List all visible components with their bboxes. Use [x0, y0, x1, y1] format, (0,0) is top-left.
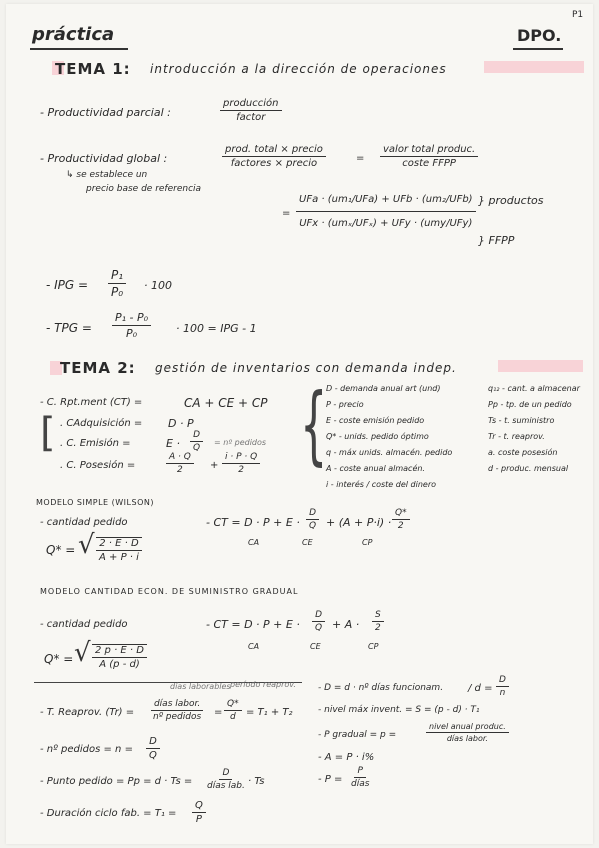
prod-global-label: - Productividad global :: [40, 152, 168, 165]
a-eq: - A = P · i%: [318, 752, 375, 763]
legend-mid-item: q - máx unids. almacén. pedido: [326, 448, 453, 457]
prod-global-den1: factores × precio: [230, 158, 318, 169]
treaprov-fraction-2: [224, 699, 242, 722]
gradual-lbl-ce: CE: [310, 642, 321, 651]
pp-den: días: [351, 779, 370, 789]
ipg-label: - IPG =: [46, 278, 89, 292]
prod-global-note2: precio base de referencia: [86, 184, 202, 194]
punto-post: · Ts: [248, 776, 265, 787]
npedidos-pre: - nº pedidos = n =: [40, 744, 133, 755]
legend-mid-item: P - precio: [326, 400, 364, 409]
ipg-fraction: [108, 268, 126, 299]
wilson-ct-den2: 2: [397, 521, 404, 531]
gradual-ct-pre: - CT = D · P + E ·: [206, 618, 300, 631]
npedidos-fraction: [146, 736, 160, 761]
ca-rhs: D · P: [168, 417, 194, 430]
gradual-sqrt-fraction: [92, 644, 147, 670]
gradual-sqrt-den: A (p - d): [99, 659, 140, 670]
p-gradual-pre: - P gradual = p =: [318, 730, 397, 740]
wilson-sqrt: √: [78, 530, 95, 560]
pp-fraction: [348, 766, 372, 789]
gradual-cant-label: - cantidad pedido: [40, 619, 128, 630]
prod-global-fraction-1: [222, 144, 326, 169]
brace-productos: } productos: [478, 194, 544, 207]
legend-mid-item: A - coste anual almacén.: [326, 464, 425, 473]
npedidos-num: D: [146, 736, 160, 749]
ct-label: - C. Rpt.ment (CT) =: [40, 397, 143, 408]
page-number: P1: [572, 10, 584, 20]
tema1-highlight-right: [484, 61, 584, 73]
legend-right-item: Pp - tp. de un pedido: [488, 400, 572, 409]
wilson-sqrt-num: 2 · E · D: [96, 538, 141, 551]
wilson-lbl-ce: CE: [302, 538, 313, 547]
tema1-label: TEMA 1:: [55, 60, 131, 78]
prod-parcial-den: factor: [236, 112, 266, 123]
d-num: D: [496, 675, 509, 687]
prod-global-den2: coste FFPP: [402, 158, 456, 169]
ce-pre: E ·: [166, 437, 180, 450]
wilson-ct-num1: D: [306, 508, 319, 520]
prod-global-num1: prod. total × precio: [222, 144, 326, 157]
wilson-title: MODELO SIMPLE (WILSON): [36, 498, 154, 507]
nivel-max: - nivel máx invent. = S = (p - d) · T₁: [318, 705, 480, 715]
treaprov-post: = T₁ + T₂: [246, 707, 293, 718]
prod-global-note1: ↳ se establece un: [66, 170, 148, 180]
cp-fraction-1: [166, 452, 194, 475]
cp-num2: i · P · Q: [222, 452, 260, 464]
ce-post: = nº pedidos: [214, 438, 267, 447]
ciclo-num: Q: [192, 800, 206, 813]
ca-label: . CAdquisición =: [60, 418, 143, 429]
cp-den2: 2: [238, 465, 244, 475]
wilson-lbl-ca: CA: [248, 538, 260, 547]
legend-right-item: q₁₂ - cant. a almacenar: [488, 384, 580, 393]
prod-global-fraction-2: [380, 144, 478, 169]
wilson-lbl-cp: CP: [362, 538, 373, 547]
treaprov-den: nº pedidos: [153, 712, 202, 722]
wilson-cant-label: - cantidad pedido: [40, 517, 128, 528]
brace-ffpp: } FFPP: [478, 234, 515, 247]
bl-note-a: días laborables: [170, 682, 231, 691]
legend-right-item: Tr - t. reaprov.: [488, 432, 545, 441]
wilson-qstar: Q* =: [46, 543, 76, 557]
npedidos-den: Q: [149, 750, 157, 761]
code-underline: [513, 48, 563, 50]
wilson-ct-den1: Q: [309, 521, 317, 531]
gradual-sqrt: √: [74, 638, 91, 668]
gradual-lbl-cp: CP: [368, 642, 379, 651]
legend-brace: {: [300, 375, 328, 475]
tema1-title: introducción a la dirección de operaciones: [150, 62, 447, 76]
prod-parcial-num: producción: [220, 98, 282, 111]
wilson-ct-fraction-2: [392, 508, 410, 531]
legend-right-item: a. coste posesión: [488, 448, 558, 457]
gradual-qstar: Q* =: [44, 652, 74, 666]
ciclo-fraction: [192, 800, 206, 825]
wilson-ct-mid: + (A + P·i) ·: [326, 516, 392, 529]
ct-rhs: CA + CE + CP: [184, 396, 268, 410]
gradual-ct-den1: Q: [315, 623, 323, 633]
gradual-ct-fraction-2: [372, 610, 384, 633]
treaprov-num2: Q*: [224, 699, 242, 711]
treaprov-num: días labor.: [151, 699, 203, 711]
pp-pre: - P =: [318, 774, 343, 785]
tema2-label: TEMA 2:: [60, 359, 136, 377]
tpg-fraction: [112, 311, 151, 340]
ipg-num: P₁: [108, 268, 126, 284]
legend-mid-item: D - demanda anual art (und): [326, 384, 441, 393]
wilson-sqrt-den: A + P · i: [99, 552, 139, 563]
p-gradual-num: nivel anual produc.: [426, 722, 509, 733]
d-fraction: [496, 675, 509, 698]
title-underline: [30, 48, 128, 50]
cp-label: . C. Posesión =: [60, 460, 136, 471]
prod-parcial-fraction: [220, 98, 282, 123]
pp-num: P: [354, 766, 365, 778]
tema2-highlight-right: [498, 360, 583, 372]
wilson-ct-fraction-1: [306, 508, 319, 531]
legend-right-item: Ts - t. suministro: [488, 416, 555, 425]
wilson-sqrt-fraction: [96, 537, 142, 563]
gradual-ct-num2: S: [372, 610, 384, 622]
ciclo-pre: - Duración ciclo fab. = T₁ =: [40, 808, 177, 819]
tpg-tail: · 100 = IPG - 1: [176, 322, 257, 335]
big-fraction-eq: =: [282, 208, 291, 219]
d-den: n: [499, 688, 506, 698]
big-fraction-den: UFx · (umₓ/UFₓ) + UFy · (umy/UFy): [299, 218, 473, 229]
punto-fraction: [204, 768, 248, 791]
gradual-ct-fraction-1: [312, 610, 325, 633]
cp-plus: +: [210, 460, 219, 471]
gradual-ct-mid: + A ·: [332, 618, 360, 631]
ce-num: D: [190, 430, 203, 442]
tpg-num: P₁ - P₀: [112, 311, 151, 326]
d-eq-pre: / d =: [468, 683, 493, 694]
legend-mid-item: E - coste emisión pedido: [326, 416, 425, 425]
prod-parcial-label: - Productividad parcial :: [40, 106, 171, 119]
punto-den: días lab.: [207, 781, 245, 791]
ce-label: . C. Emisión =: [60, 438, 131, 449]
wilson-ct-pre: - CT = D · P + E ·: [206, 516, 300, 529]
cp-fraction-2: [222, 452, 260, 475]
treaprov-den2: d: [229, 712, 236, 722]
legend-right-item: d - produc. mensual: [488, 464, 569, 473]
punto-num: D: [219, 768, 232, 780]
cp-den1: 2: [177, 465, 183, 475]
punto-pre: - Punto pedido = Pp = d · Ts =: [40, 776, 193, 787]
page-title: práctica: [32, 24, 115, 45]
ipg-tail: · 100: [144, 279, 172, 292]
prod-global-eq: =: [356, 153, 365, 164]
course-code: DPO.: [517, 26, 562, 45]
cp-num1: A · Q: [166, 452, 194, 464]
gradual-sqrt-num: 2 p · E · D: [92, 645, 147, 658]
wilson-ct-num2: Q*: [392, 508, 410, 520]
bl-note-b: período reaprov.: [230, 680, 296, 689]
gradual-title: MODELO CANTIDAD ECON. DE SUMINISTRO GRADUAL: [40, 587, 299, 596]
treaprov-fraction-1: [150, 699, 204, 722]
ct-brace: [: [40, 410, 56, 456]
tpg-den: P₀: [126, 327, 138, 340]
ce-den: Q: [193, 443, 201, 453]
p-gradual-fraction: [426, 722, 509, 743]
d-def: - D = d · nº días funcionam.: [318, 683, 444, 693]
treaprov-pre: - T. Reaprov. (Tr) =: [40, 707, 135, 718]
legend-mid-item: Q* - unids. pedido óptimo: [326, 432, 429, 441]
legend-mid-item: i - interés / coste del dinero: [326, 480, 437, 489]
big-fraction-num: UFa · (um₁/UFa) + UFb · (um₂/UFb): [296, 194, 476, 212]
tpg-label: - TPG =: [46, 321, 92, 335]
gradual-lbl-ca: CA: [248, 642, 260, 651]
ce-fraction: [190, 430, 203, 453]
gradual-ct-num1: D: [312, 610, 325, 622]
p-gradual-den: días labor.: [446, 734, 488, 743]
treaprov-eq: =: [214, 707, 223, 718]
ipg-den: P₀: [111, 285, 124, 299]
prod-global-num2: valor total produc.: [380, 144, 478, 157]
tema2-title: gestión de inventarios con demanda indep.: [155, 361, 457, 375]
ciclo-den: P: [195, 814, 202, 825]
gradual-ct-den2: 2: [375, 623, 381, 633]
prod-global-big-fraction: [296, 194, 476, 229]
